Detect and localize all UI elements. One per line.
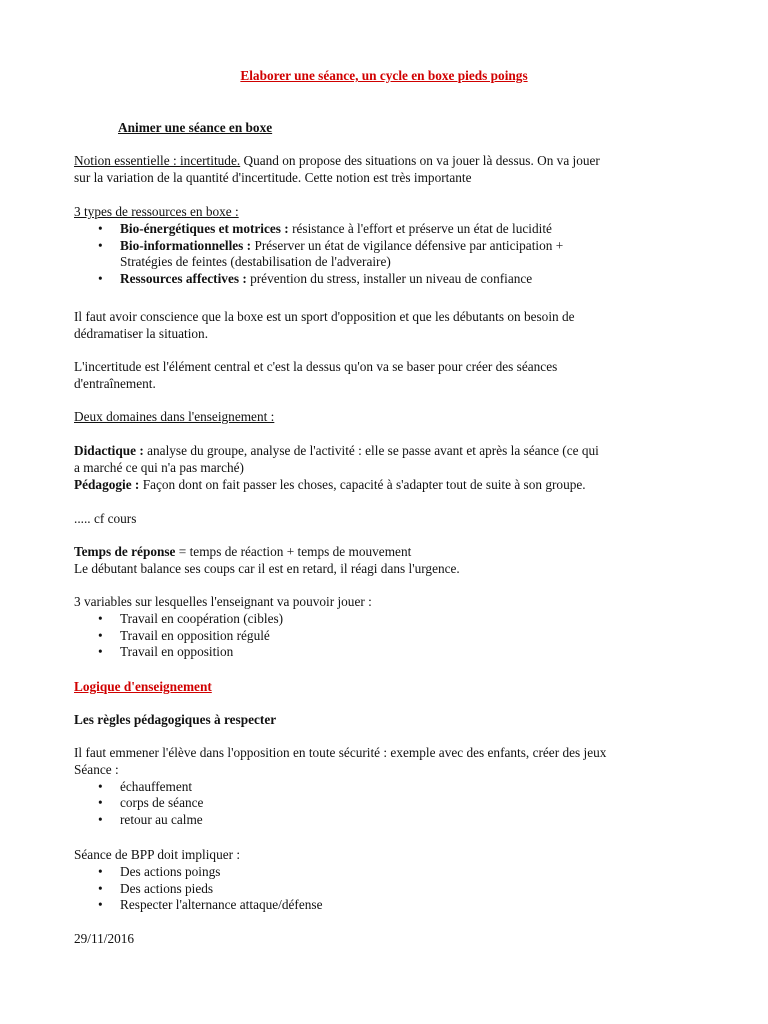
- pedagogie-label: Pédagogie :: [74, 476, 140, 492]
- temps-text: = temps de réaction + temps de mouvement: [175, 544, 412, 559]
- logique-heading: Logique d'enseignement: [74, 679, 212, 694]
- didactique-text-cont: a marché ce qui n'a pas marché): [74, 459, 244, 475]
- bullet-icon: •: [98, 880, 103, 896]
- notion-text: Quand on propose des situations on va jouer là dessus. On va jouer: [240, 153, 600, 168]
- bullet-icon: •: [98, 220, 103, 236]
- bullet-icon: •: [98, 863, 103, 879]
- ressources-list: [74, 221, 704, 288]
- paragraph-line: Il faut avoir conscience que la boxe est un sport d'opposition et que les débutants on besoin de: [74, 309, 575, 324]
- list-item: [74, 897, 704, 914]
- list-item: [74, 881, 704, 898]
- list-item: [74, 812, 704, 829]
- bpp-heading: Séance de BPP doit impliquer :: [74, 847, 241, 862]
- item-text-cont: Stratégies de feintes (destabilisation de l'adveraire): [120, 254, 391, 270]
- pedagogie-text: Façon dont on fait passer les choses, capacité à s'adapter tout de suite à son groupe.: [139, 476, 586, 492]
- list-item: [74, 779, 704, 796]
- paragraph-line: L'incertitude est l'élément central et c'est la dessus qu'on va se baser pour créer des séances: [74, 359, 558, 374]
- document-date: 29/11/2016: [74, 931, 135, 946]
- item-bold: Bio-énergétiques et motrices :: [120, 220, 289, 236]
- notion-text-cont: sur la variation de la quantité d'incertitude. Cette notion est très importante: [74, 169, 472, 185]
- variables-section: [74, 594, 704, 661]
- didactique-text: analyse du groupe, analyse de l'activité : elle se passe avant et après la séance (ce qui: [143, 443, 599, 458]
- item-bold: Ressources affectives :: [120, 271, 247, 287]
- regles-heading: Les règles pédagogiques à respecter: [74, 712, 277, 727]
- bpp-section: [74, 847, 704, 914]
- notion-paragraph: [74, 153, 704, 187]
- item-text: Travail en coopération (cibles): [120, 610, 284, 626]
- bullet-icon: •: [98, 644, 103, 660]
- bullet-icon: •: [98, 897, 103, 913]
- item-text: prévention du stress, installer un niveau de confiance: [246, 271, 533, 287]
- list-item: [74, 644, 704, 661]
- variables-heading: 3 variables sur lesquelles l'enseignant va pouvoir jouer :: [74, 594, 372, 609]
- domaines-heading: Deux domaines dans l'enseignement :: [74, 409, 275, 424]
- list-item: [74, 238, 704, 272]
- temps-label: Temps de réponse: [74, 544, 176, 559]
- incertitude-paragraph: [74, 359, 704, 393]
- ressources-section: [74, 204, 704, 288]
- list-item: [74, 221, 704, 238]
- bullet-icon: •: [98, 610, 103, 626]
- item-text: Travail en opposition régulé: [120, 627, 270, 643]
- paragraph-line: Séance :: [74, 761, 119, 777]
- bullet-icon: •: [98, 237, 103, 253]
- document-title: Elaborer une séance, un cycle en boxe pieds poings: [240, 68, 528, 83]
- item-text: Travail en opposition: [120, 644, 234, 660]
- list-item: [74, 611, 704, 628]
- item-text: Des actions poings: [120, 863, 221, 879]
- item-text: échauffement: [120, 778, 193, 794]
- item-text: Respecter l'alternance attaque/défense: [120, 897, 323, 913]
- cf-cours: ..... cf cours: [74, 511, 137, 526]
- item-bold: Bio-informationnelles :: [120, 237, 252, 253]
- item-text: Préserver un état de vigilance défensive par anticipation +: [251, 237, 564, 253]
- item-text: retour au calme: [120, 812, 203, 828]
- didactique-label: Didactique :: [74, 443, 144, 458]
- seance-list: [74, 779, 704, 829]
- paragraph-line: Le débutant balance ses coups car il est en retard, il réagi dans l'urgence.: [74, 560, 460, 576]
- item-text: résistance à l'effort et préserve un état de lucidité: [288, 220, 552, 236]
- list-item: [74, 864, 704, 881]
- bullet-icon: •: [98, 812, 103, 828]
- paragraph-line: d'entraînement.: [74, 375, 156, 391]
- bullet-icon: •: [98, 627, 103, 643]
- notion-label: Notion essentielle : incertitude.: [74, 153, 241, 168]
- temps-paragraph: [74, 544, 704, 578]
- ressources-heading: 3 types de ressources en boxe :: [74, 204, 239, 219]
- paragraph-line: Il faut emmener l'élève dans l'opposition en toute sécurité : exemple avec des enfants, créer des jeux: [74, 745, 607, 760]
- item-text: corps de séance: [120, 795, 204, 811]
- section-subtitle: Animer une séance en boxe: [118, 120, 273, 135]
- list-item: [74, 795, 704, 812]
- paragraph-line: dédramatiser la situation.: [74, 325, 209, 341]
- list-item: [74, 628, 704, 645]
- bullet-icon: •: [98, 271, 103, 287]
- bpp-list: [74, 864, 704, 914]
- list-item: [74, 271, 704, 288]
- opposition-paragraph: [74, 745, 704, 829]
- bullet-icon: •: [98, 795, 103, 811]
- variables-list: [74, 611, 704, 661]
- conscience-paragraph: [74, 309, 704, 343]
- bullet-icon: •: [98, 778, 103, 794]
- item-text: Des actions pieds: [120, 880, 214, 896]
- domaines-paragraph: [74, 443, 704, 493]
